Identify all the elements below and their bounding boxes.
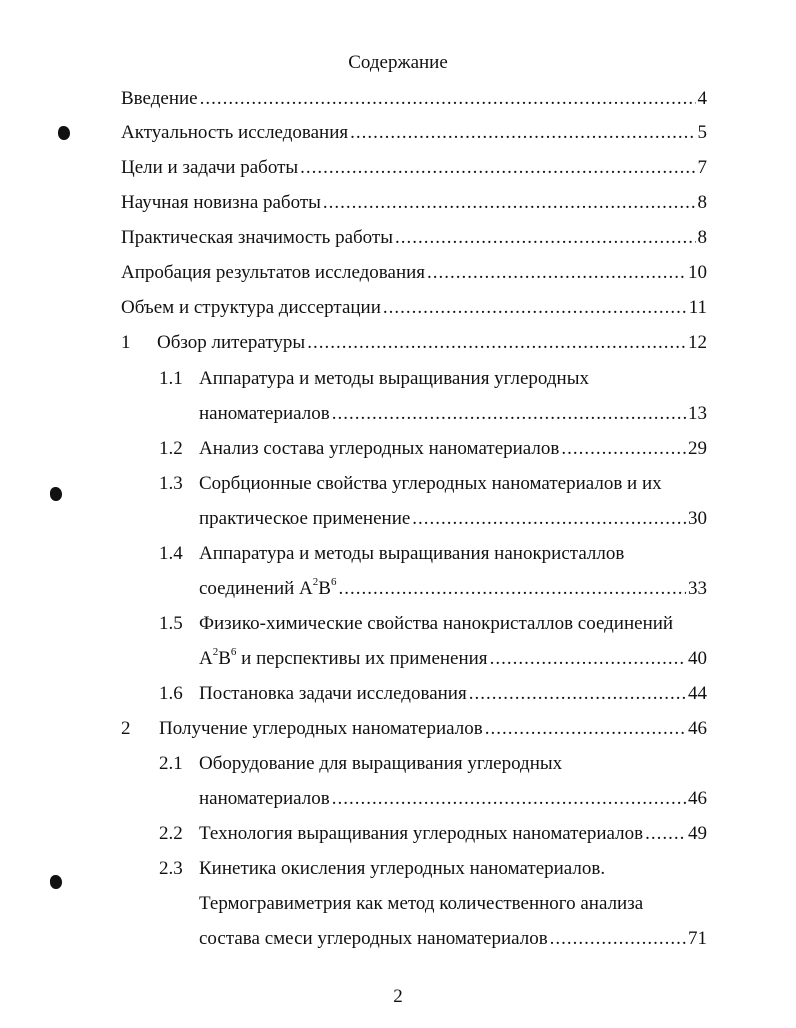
toc-page: 8 [697, 227, 707, 248]
toc-number: 1.4 [159, 543, 183, 564]
toc-page: 29 [688, 438, 707, 459]
toc-page: 46 [688, 718, 707, 739]
toc-page: 46 [688, 788, 707, 809]
toc-entry-1-5-line2[interactable] [199, 646, 707, 672]
toc-label: наноматериалов [199, 788, 330, 809]
toc-label: Аппаратура и методы выращивания нанокристаллов [199, 543, 625, 564]
toc-label: состава смеси углеродных наноматериалов [199, 928, 548, 949]
toc-label: Цели и задачи работы [121, 157, 299, 178]
toc-label: Анализ состава углеродных наноматериалов [199, 438, 560, 459]
leader-dots [300, 155, 695, 181]
label-text: соединений A [199, 578, 313, 599]
hole-punch-mark [50, 487, 62, 501]
toc-entry-intro[interactable] [121, 86, 707, 112]
superscript: 6 [230, 645, 237, 658]
toc-label: Практическая значимость работы [121, 227, 394, 248]
leader-dots [383, 295, 687, 321]
toc-label: Физико-химические свойства нанокристаллов соединений [199, 613, 674, 634]
toc-entry-1-6[interactable] [159, 681, 707, 707]
toc-entry-1-3-line2[interactable] [199, 506, 707, 532]
toc-entry-approbation[interactable] [121, 260, 707, 286]
toc-label: Сорбционные свойства углеродных наноматериалов и их [199, 473, 662, 494]
toc-page: 12 [688, 332, 707, 353]
toc-number: 2.3 [159, 858, 183, 879]
toc-entry-structure[interactable] [121, 295, 707, 321]
toc-page: 49 [688, 823, 707, 844]
leader-dots [427, 260, 686, 286]
hole-punch-mark [50, 875, 62, 889]
toc-label: Введение [121, 88, 198, 109]
label-text: B [318, 578, 331, 599]
toc-number: 1.5 [159, 613, 183, 634]
toc-entry-1-1-line2[interactable] [199, 401, 707, 427]
leader-dots [307, 330, 686, 356]
toc-page: 30 [688, 508, 707, 529]
page-title: Содержание [348, 52, 448, 73]
toc-number: 2.1 [159, 753, 183, 774]
superscript: 2 [312, 575, 319, 588]
toc-entry-2-1-line2[interactable] [199, 786, 707, 812]
toc-label [199, 576, 336, 602]
toc-entry-2-2[interactable] [159, 821, 707, 847]
toc-entry-relevance[interactable] [121, 120, 707, 146]
toc-label: Кинетика окисления углеродных наноматериалов. [199, 858, 606, 879]
toc-label: Постановка задачи исследования [199, 683, 467, 704]
toc-page: 4 [697, 88, 707, 109]
toc-label: Обзор литературы [157, 332, 306, 353]
toc-label: Научная новизна работы [121, 192, 321, 213]
label-text: B [218, 648, 231, 669]
leader-dots [332, 401, 686, 427]
toc-entry-1-4-line1[interactable] [159, 541, 707, 567]
hole-punch-mark [58, 126, 70, 140]
leader-dots [469, 681, 686, 707]
toc-number: 1.1 [159, 368, 183, 389]
leader-dots [350, 120, 695, 146]
leader-dots [323, 190, 696, 216]
leader-dots [338, 576, 686, 602]
toc-label [199, 646, 488, 672]
toc-number: 2.2 [159, 823, 183, 844]
toc-page: 11 [688, 297, 707, 318]
toc-page: 44 [688, 683, 707, 704]
toc-number: 1.6 [159, 683, 183, 704]
toc-entry-2-3-line1[interactable] [159, 856, 707, 882]
toc-label: практическое применение [199, 508, 411, 529]
toc-number: 1 [121, 332, 131, 353]
toc-entry-1-3-line1[interactable] [159, 471, 707, 497]
toc-page: 40 [688, 648, 707, 669]
leader-dots [490, 646, 686, 672]
superscript: 2 [212, 645, 219, 658]
toc-number: 2 [121, 718, 131, 739]
toc-entry-1-5-line1[interactable] [159, 611, 707, 637]
leader-dots [395, 225, 695, 251]
leader-dots [412, 506, 686, 532]
toc-label: Объем и структура диссертации [121, 297, 381, 318]
toc-entry-1-4-line2[interactable] [199, 576, 707, 602]
toc-entry-chapter-1[interactable] [121, 330, 707, 356]
toc-page: 33 [688, 578, 707, 599]
toc-label: Актуальность исследования [121, 122, 349, 143]
toc-entry-novelty[interactable] [121, 190, 707, 216]
leader-dots [332, 786, 686, 812]
toc-label: Технология выращивания углеродных наноматериалов [199, 823, 644, 844]
superscript: 6 [330, 575, 337, 588]
page-number: 2 [393, 986, 403, 1007]
toc-entry-2-1-line1[interactable] [159, 751, 707, 777]
leader-dots [561, 436, 686, 462]
toc-page: 71 [688, 928, 707, 949]
toc-entry-2-3-line2[interactable] [199, 891, 707, 917]
toc-number: 1.3 [159, 473, 183, 494]
toc-label: наноматериалов [199, 403, 330, 424]
toc-entry-1-1-line1[interactable] [159, 366, 707, 392]
label-text: и перспективы их применения [236, 648, 488, 669]
toc-label: Аппаратура и методы выращивания углеродных [199, 368, 589, 389]
toc-entry-chapter-2[interactable] [121, 716, 707, 742]
label-text: A [199, 648, 213, 669]
leader-dots [550, 926, 686, 952]
toc-page: 10 [688, 262, 707, 283]
toc-label: Апробация результатов исследования [121, 262, 426, 283]
toc-entry-practical[interactable] [121, 225, 707, 251]
toc-entry-2-3-line3[interactable] [199, 926, 707, 952]
toc-number: 1.2 [159, 438, 183, 459]
leader-dots [485, 716, 686, 742]
leader-dots [645, 821, 686, 847]
toc-label: Оборудование для выращивания углеродных [199, 753, 563, 774]
toc-label: Термогравиметрия как метод количественного анализа [199, 893, 644, 914]
toc-page: 7 [697, 157, 707, 178]
toc-label: Получение углеродных наноматериалов [159, 718, 483, 739]
toc-entry-goals[interactable] [121, 155, 707, 181]
toc-page: 13 [688, 403, 707, 424]
toc-page: 8 [697, 192, 707, 213]
toc-entry-1-2[interactable] [159, 436, 707, 462]
leader-dots [200, 86, 696, 112]
toc-page: 5 [697, 122, 707, 143]
